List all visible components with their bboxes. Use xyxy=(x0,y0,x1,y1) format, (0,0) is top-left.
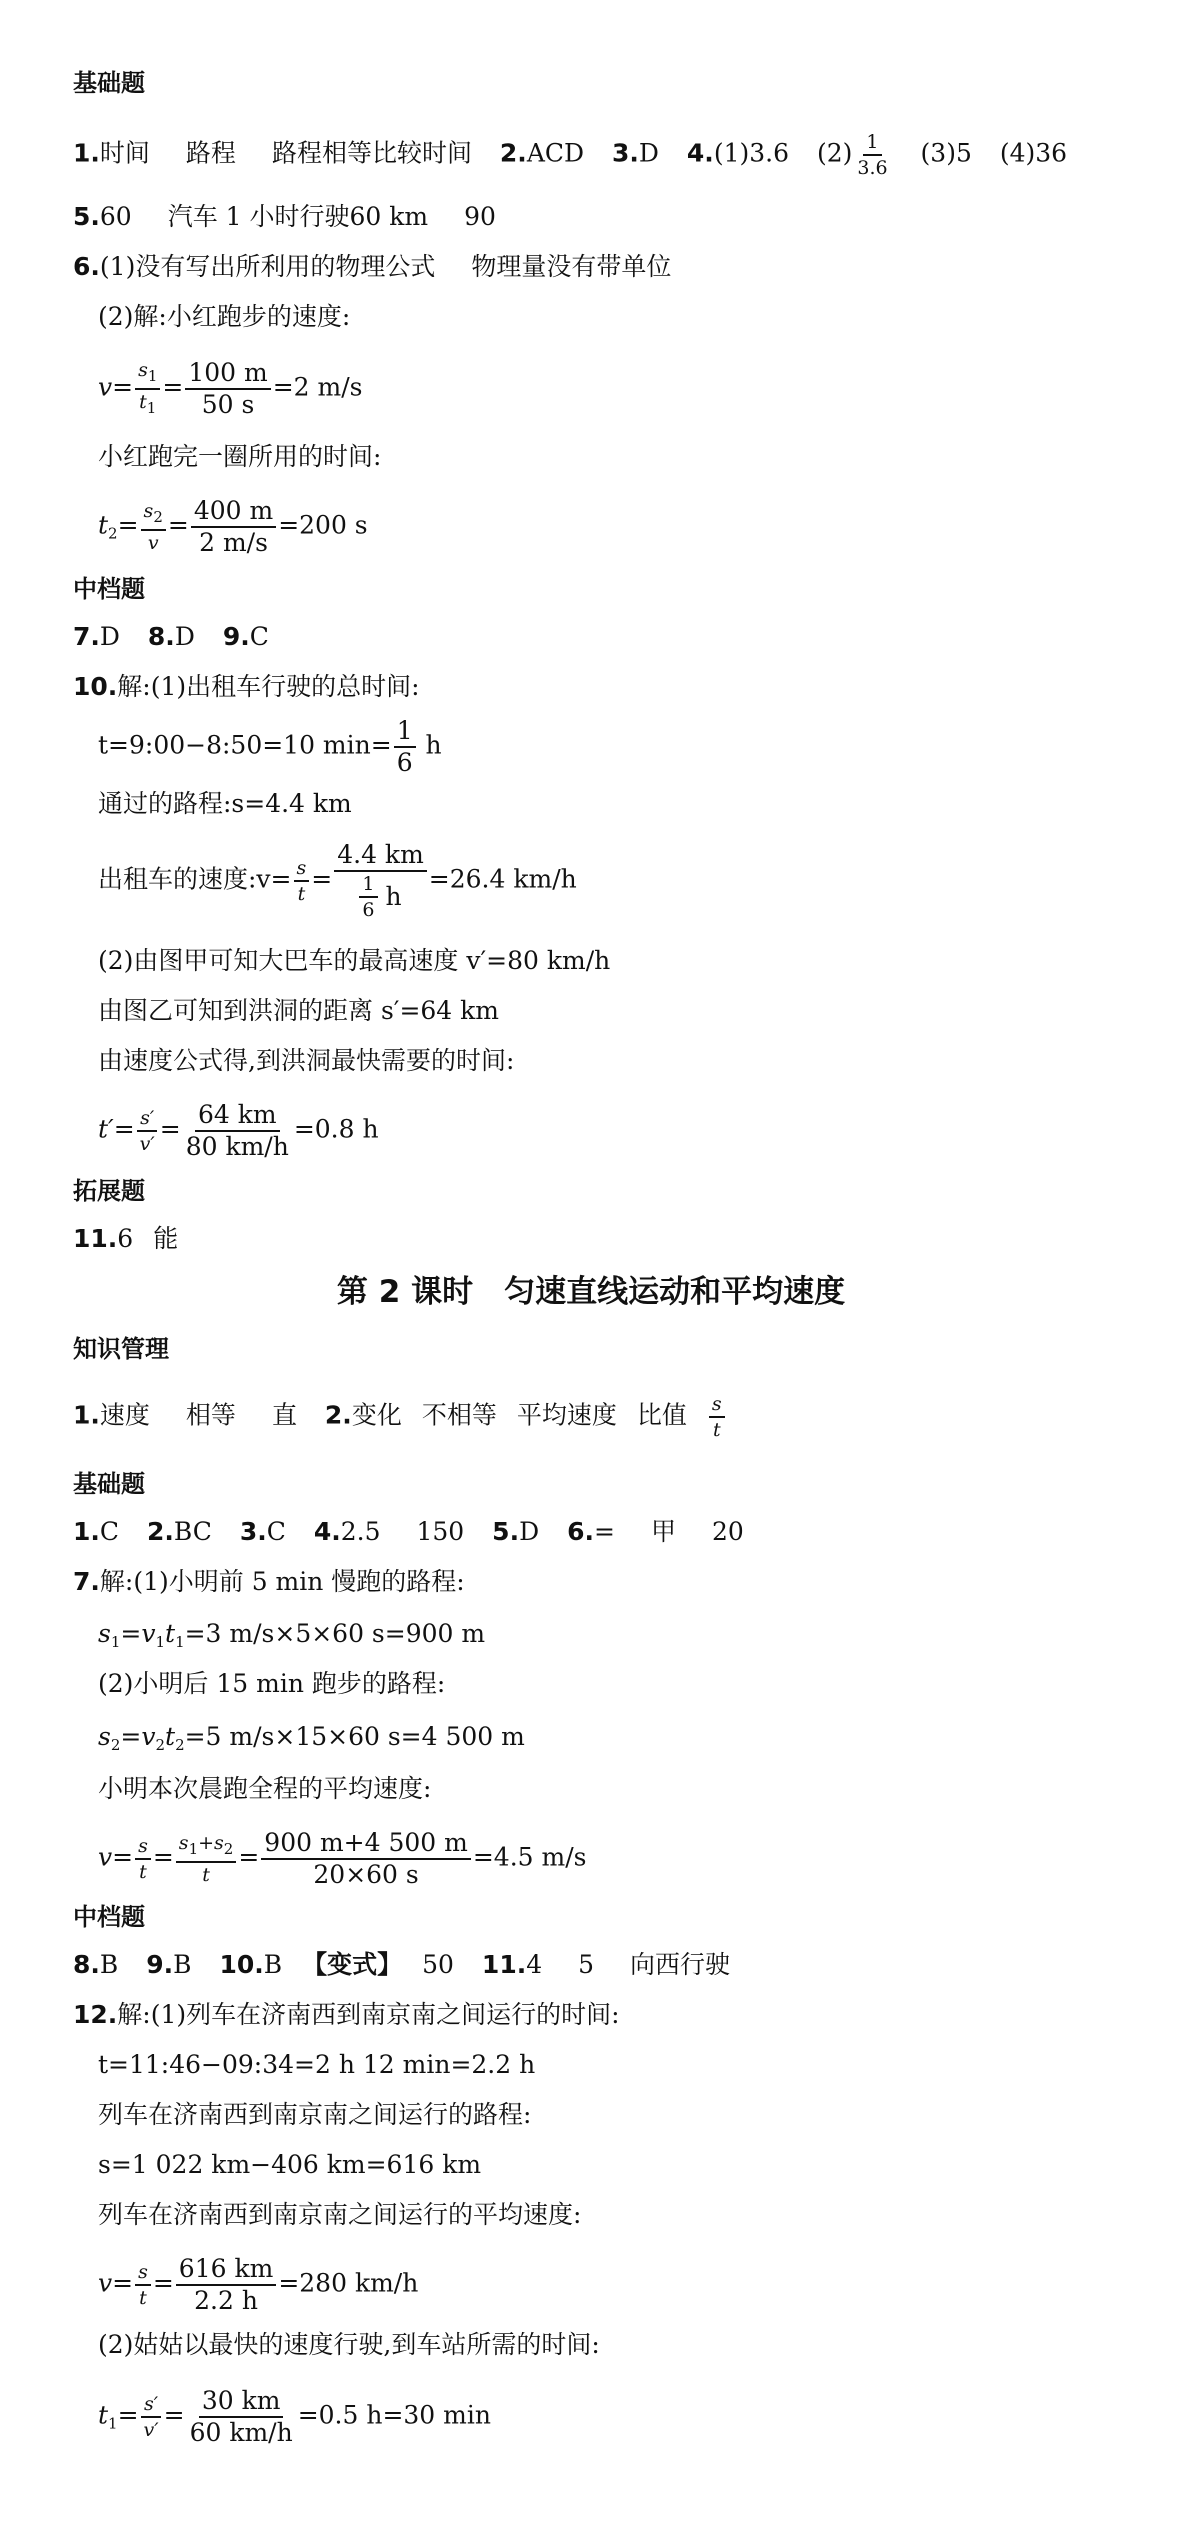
question-number: 5. xyxy=(73,202,100,231)
answer-line: 列车在济南西到南京南之间运行的路程: xyxy=(98,2100,532,2129)
answer-row xyxy=(73,250,671,284)
answer-text: ACD xyxy=(526,138,585,168)
question-number: 2. xyxy=(499,138,527,168)
answer-line: (2)姑姑以最快的速度行驶,到车站所需的时间: xyxy=(98,2330,600,2359)
fraction: $\frac{s_1+s_2}{t}$ xyxy=(176,1831,237,1887)
question-number: 3. xyxy=(612,138,639,168)
fraction: $\frac{30 km}{60 km/h}$ xyxy=(189,2386,293,2447)
section-heading: 知识管理 xyxy=(73,1335,169,1363)
fraction: $\frac{s}{t}$ xyxy=(709,1392,725,1442)
answer-line: 通过的路程:s=4.4 km xyxy=(98,789,352,818)
answer-text: 90 xyxy=(464,202,496,231)
answer-line: (2)小明后 15 min 跑步的路程: xyxy=(98,1669,446,1698)
fraction: $\frac{s_2}{v}$ xyxy=(141,499,166,555)
equation: t′= $\frac{s'}{v'}$ = $\frac{64 km}{80 km/h}$ =0.8 h xyxy=(98,1100,379,1161)
equation: 出租车的速度:v= $\frac{s}{t}$ = 4.4 km $\frac{1}{6}$ h =26.4 km/h xyxy=(98,840,577,921)
answer-line: 列车在济南西到南京南之间运行的平均速度: xyxy=(98,2200,582,2229)
equation: $t_2=$ $\frac{s_2}{v}$ = $\frac{400 m}{2 m/s}$ =200 s xyxy=(98,496,368,557)
fraction: $\frac{s'}{v'}$ xyxy=(137,1106,158,1156)
answer-row: 12.解:(1)列车在济南西到南京南之间运行的时间: xyxy=(73,2000,620,2029)
answer-row: 1.C 2.BC 3.C 4.2.5 150 5.D 6.= 甲 20 xyxy=(73,1517,744,1546)
fraction: $\frac{s}{t}$ xyxy=(294,856,310,906)
answer-text: (4)36 xyxy=(999,138,1068,168)
answer-text: 汽车 1 小时行驶60 km xyxy=(167,202,429,231)
equation: v= $\frac{s_1}{t_1}$ = $\frac{100 m}{50 s}$ =2 m/s xyxy=(98,358,363,419)
equation: t=11:46−09:34=2 h 12 min=2.2 h xyxy=(98,2050,536,2079)
answer-line: 由图乙可知到洪洞的距离 s′=64 km xyxy=(98,996,500,1025)
equation: v= $\frac{s}{t}$ = $\frac{616 km}{2.2 h}$ =280 km/h xyxy=(98,2254,419,2315)
question-number: 1. xyxy=(73,138,100,168)
answer-line: 由速度公式得,到洪洞最快需要的时间: xyxy=(98,1046,515,1075)
answer-row xyxy=(73,130,1067,180)
fraction: 4.4 km $\frac{1}{6}$ h xyxy=(334,840,427,922)
fraction: $\frac{900 m+4 500 m}{20\times 60 s}$ xyxy=(261,1828,471,1890)
section-heading: 中档题 xyxy=(73,575,145,603)
fraction: $\frac{s'}{v'}$ xyxy=(141,2392,162,2442)
lesson-title: 第 2 课时 匀速直线运动和平均速度 xyxy=(336,1274,846,1310)
question-number: 6. xyxy=(73,252,100,281)
equation: $s_1=v_1t_1=3$ m/s×5×60 s=900 m xyxy=(98,1619,486,1651)
answer-text: (3)5 xyxy=(920,138,972,168)
answer-text: 路程 xyxy=(185,138,236,168)
fraction: $\frac{64 km}{80 km/h}$ xyxy=(185,1100,289,1161)
fraction: $\frac{s}{t}$ xyxy=(135,1834,151,1884)
answer-row: 10.解:(1)出租车行驶的总时间: xyxy=(73,672,420,701)
answer-text: 物理量没有带单位 xyxy=(471,252,672,281)
equation: t=9:00−8:50=10 min= $\frac{1}{6}$ h xyxy=(98,716,442,777)
fraction: $\frac{100 m}{50 s}$ xyxy=(185,358,270,420)
fraction: $\frac{400 m}{2 m/s}$ xyxy=(191,496,276,558)
answer-row: 7.解:(1)小明前 5 min 慢跑的路程: xyxy=(73,1567,465,1596)
fraction: $\frac{s}{t}$ xyxy=(135,2260,151,2310)
answer-row: 11.6 能 xyxy=(73,1224,179,1253)
section-heading: 中档题 xyxy=(73,1903,145,1931)
answer-line: (2)解:小红跑步的速度: xyxy=(98,302,351,331)
fraction: $\frac{1}{3.6}$ xyxy=(857,131,888,179)
answer-text: 时间 xyxy=(99,138,150,168)
section-heading: 拓展题 xyxy=(73,1177,145,1205)
answer-text: (1)没有写出所利用的物理公式 xyxy=(99,252,436,281)
fraction: $\frac{616 km}{2.2 h}$ xyxy=(176,2254,277,2316)
answer-text: (1)3.6 xyxy=(713,138,789,168)
answer-row: 1.速度 相等 直 2.变化 不相等 平均速度 比值 $\frac{s}{t}$ xyxy=(73,1392,727,1442)
answer-text: (2) xyxy=(816,138,853,168)
equation: $s_2=v_2t_2=5$ m/s×15×60 s=4 500 m xyxy=(98,1722,525,1754)
section-heading: 基础题 xyxy=(73,69,145,97)
answer-row xyxy=(73,200,496,234)
answer-line: 小明本次晨跑全程的平均速度: xyxy=(98,1774,432,1803)
fraction: $\frac{s_1}{t_1}$ xyxy=(135,358,160,420)
question-number: 4. xyxy=(686,138,714,168)
fraction: $\frac{1}{6}$ xyxy=(394,716,416,778)
answer-row: 7.D 8.D 9.C xyxy=(73,622,269,651)
equation: $t_1=$ $\frac{s'}{v'}$ = $\frac{30 km}{60 km/h}$ =0.5 h=30 min xyxy=(98,2386,491,2447)
answer-line: (2)由图甲可知大巴车的最高速度 v′=80 km/h xyxy=(98,946,611,975)
equation: s=1 022 km−406 km=616 km xyxy=(98,2150,482,2179)
section-heading: 基础题 xyxy=(73,1470,145,1498)
answer-line: 小红跑完一圈所用的时间: xyxy=(98,442,382,471)
answer-text: D xyxy=(638,138,659,168)
answer-text: 路程相等比较时间 xyxy=(271,138,472,168)
answer-text: 60 xyxy=(99,202,132,231)
equation: v= $\frac{s}{t}$ = $\frac{s_1+s_2}{t}$ = $\frac{900 m+4 500 m}{20\times 60 s}$ =4.5 m/s xyxy=(98,1828,587,1889)
answer-row: 8.B 9.B 10.B 【变式】 50 11.4 5 向西行驶 xyxy=(73,1950,731,1979)
